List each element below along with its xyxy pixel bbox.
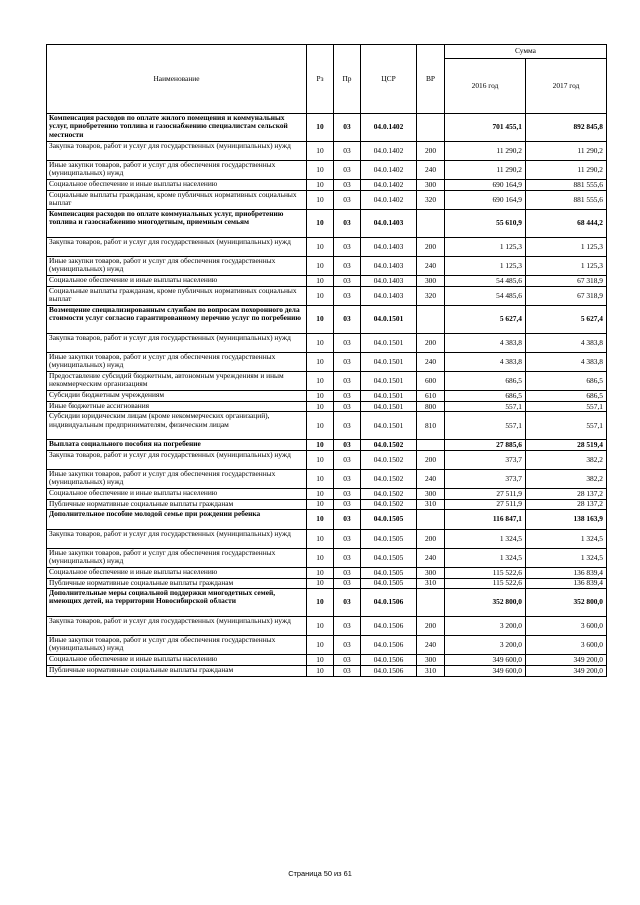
cell-pr: 03 [334,237,361,256]
cell-name: Компенсация расходов по оплате коммунальных услуг, приобретению топлива и газоснабжению многодетным, приемным семьям [47,209,307,237]
cell-2017: 382,2 [526,450,607,469]
cell-2016: 4 383,8 [445,352,526,371]
cell-pr: 03 [334,412,361,440]
table-row [47,237,607,256]
cell-2017: 352 800,0 [526,589,607,617]
table-row [47,276,607,287]
cell-vr: 300 [417,180,445,191]
cell-vr: 200 [417,237,445,256]
cell-2016: 373,7 [445,470,526,489]
cell-vr: 240 [417,548,445,567]
cell-2017: 881 555,6 [526,190,607,209]
cell-name: Социальное обеспечение и иные выплаты населению [47,655,307,666]
cell-name: Публичные нормативные социальные выплаты гражданам [47,578,307,589]
cell-pr: 03 [334,440,361,451]
cell-vr [417,209,445,237]
cell-csr: 04.0.1501 [361,401,417,412]
cell-pr: 03 [334,276,361,287]
cell-rz: 10 [307,333,334,352]
cell-csr: 04.0.1502 [361,450,417,469]
cell-csr: 04.0.1506 [361,665,417,676]
table-row [47,209,607,237]
cell-name: Иные закупки товаров, работ и услуг для обеспечения государственных (муниципальных) нужд [47,470,307,489]
cell-name: Предоставление субсидий бюджетным, автономным учреждениям и иным некоммерческим организациям [47,372,307,391]
cell-csr: 04.0.1501 [361,333,417,352]
table-row [47,391,607,402]
cell-pr: 03 [334,190,361,209]
table-row [47,499,607,510]
cell-rz: 10 [307,286,334,305]
table-row [47,440,607,451]
table-row [47,160,607,179]
cell-pr: 03 [334,529,361,548]
cell-vr: 200 [417,333,445,352]
cell-2017: 28 137,2 [526,499,607,510]
cell-csr: 04.0.1403 [361,286,417,305]
cell-name: Иные закупки товаров, работ и услуг для обеспечения государственных (муниципальных) нужд [47,256,307,275]
cell-2017: 557,1 [526,412,607,440]
cell-2016: 54 485,6 [445,286,526,305]
cell-pr: 03 [334,636,361,655]
cell-rz: 10 [307,636,334,655]
cell-csr: 04.0.1505 [361,529,417,548]
cell-2017: 67 318,9 [526,276,607,287]
header-vr: ВР [417,45,445,114]
cell-rz: 10 [307,412,334,440]
cell-csr: 04.0.1402 [361,180,417,191]
cell-vr [417,114,445,142]
cell-vr: 300 [417,489,445,500]
cell-2017: 349 200,0 [526,655,607,666]
cell-csr: 04.0.1501 [361,372,417,391]
cell-vr: 200 [417,141,445,160]
cell-2017: 5 627,4 [526,305,607,333]
cell-pr: 03 [334,180,361,191]
cell-2017: 67 318,9 [526,286,607,305]
cell-pr: 03 [334,160,361,179]
cell-vr: 240 [417,470,445,489]
cell-name: Дополнительное пособие молодой семье при рождении ребенка [47,510,307,529]
cell-2017: 11 290,2 [526,160,607,179]
cell-rz: 10 [307,160,334,179]
cell-name: Иные закупки товаров, работ и услуг для обеспечения государственных (муниципальных) нужд [47,352,307,371]
cell-rz: 10 [307,276,334,287]
table-row [47,548,607,567]
table-row [47,372,607,391]
cell-2016: 349 600,0 [445,665,526,676]
cell-rz: 10 [307,548,334,567]
cell-vr: 300 [417,655,445,666]
cell-rz: 10 [307,510,334,529]
cell-pr: 03 [334,578,361,589]
table-row [47,141,607,160]
cell-2016: 3 200,0 [445,636,526,655]
cell-2016: 115 522,6 [445,578,526,589]
cell-vr: 320 [417,190,445,209]
cell-2016: 701 455,1 [445,114,526,142]
table-row [47,510,607,529]
table-row [47,655,607,666]
cell-2017: 11 290,2 [526,141,607,160]
cell-vr: 240 [417,636,445,655]
cell-vr: 610 [417,391,445,402]
cell-vr [417,510,445,529]
table-row [47,665,607,676]
cell-2017: 4 383,8 [526,333,607,352]
cell-name: Закупка товаров, работ и услуг для государственных (муниципальных) нужд [47,141,307,160]
cell-vr: 240 [417,160,445,179]
table-row [47,114,607,142]
header-2016: 2016 год [445,59,526,114]
cell-name: Субсидии бюджетным учреждениям [47,391,307,402]
cell-name: Социальное обеспечение и иные выплаты населению [47,180,307,191]
cell-csr: 04.0.1403 [361,237,417,256]
cell-name: Социальное обеспечение и иные выплаты населению [47,567,307,578]
cell-name: Иные закупки товаров, работ и услуг для обеспечения государственных (муниципальных) нужд [47,636,307,655]
cell-2017: 1 125,3 [526,237,607,256]
cell-vr: 200 [417,450,445,469]
cell-rz: 10 [307,567,334,578]
cell-name: Публичные нормативные социальные выплаты гражданам [47,665,307,676]
cell-2016: 686,5 [445,391,526,402]
cell-csr: 04.0.1506 [361,636,417,655]
table-row [47,352,607,371]
cell-name: Выплата социального пособия на погребение [47,440,307,451]
cell-2016: 1 324,5 [445,529,526,548]
cell-rz: 10 [307,450,334,469]
table-row [47,567,607,578]
cell-vr [417,589,445,617]
cell-2017: 136 839,4 [526,567,607,578]
cell-pr: 03 [334,616,361,635]
table-row [47,450,607,469]
cell-csr: 04.0.1505 [361,567,417,578]
cell-2016: 557,1 [445,401,526,412]
cell-2017: 881 555,6 [526,180,607,191]
cell-rz: 10 [307,352,334,371]
cell-rz: 10 [307,578,334,589]
cell-2016: 1 324,5 [445,548,526,567]
header-csr: ЦСР [361,45,417,114]
table-row [47,190,607,209]
cell-pr: 03 [334,655,361,666]
cell-pr: 03 [334,114,361,142]
header-rz: Рз [307,45,334,114]
header-name: Наименование [47,45,307,114]
table-row [47,616,607,635]
cell-2016: 11 290,2 [445,141,526,160]
cell-2016: 690 164,9 [445,180,526,191]
table-row [47,256,607,275]
cell-rz: 10 [307,589,334,617]
cell-name: Субсидии юридическим лицам (кроме некоммерческих организаций), индивидуальным предпринимателям, физическим лицам [47,412,307,440]
cell-vr: 810 [417,412,445,440]
cell-2016: 116 847,1 [445,510,526,529]
cell-rz: 10 [307,190,334,209]
cell-vr: 600 [417,372,445,391]
cell-2016: 1 125,3 [445,256,526,275]
cell-vr: 240 [417,352,445,371]
cell-pr: 03 [334,567,361,578]
cell-name: Закупка товаров, работ и услуг для государственных (муниципальных) нужд [47,333,307,352]
table-row [47,470,607,489]
cell-2017: 686,5 [526,372,607,391]
cell-csr: 04.0.1501 [361,412,417,440]
cell-2017: 892 845,8 [526,114,607,142]
cell-rz: 10 [307,489,334,500]
cell-vr [417,440,445,451]
cell-2016: 352 800,0 [445,589,526,617]
cell-csr: 04.0.1505 [361,510,417,529]
cell-name: Закупка товаров, работ и услуг для государственных (муниципальных) нужд [47,450,307,469]
cell-pr: 03 [334,665,361,676]
cell-pr: 03 [334,305,361,333]
cell-csr: 04.0.1502 [361,440,417,451]
cell-vr: 200 [417,616,445,635]
cell-rz: 10 [307,141,334,160]
cell-vr: 300 [417,276,445,287]
cell-rz: 10 [307,529,334,548]
cell-rz: 10 [307,470,334,489]
cell-csr: 04.0.1502 [361,489,417,500]
cell-rz: 10 [307,305,334,333]
cell-vr: 310 [417,578,445,589]
cell-rz: 10 [307,372,334,391]
cell-name: Дополнительные меры социальной поддержки многодетных семей, имеющих детей, на территории Новосибирской области [47,589,307,617]
header-2017: 2017 год [526,59,607,114]
budget-table [46,44,607,677]
table-row [47,578,607,589]
cell-name: Закупка товаров, работ и услуг для государственных (муниципальных) нужд [47,237,307,256]
cell-rz: 10 [307,401,334,412]
cell-name: Социальные выплаты гражданам, кроме публичных нормативных социальных выплат [47,190,307,209]
cell-pr: 03 [334,141,361,160]
cell-csr: 04.0.1501 [361,305,417,333]
cell-2017: 138 163,9 [526,510,607,529]
cell-csr: 04.0.1505 [361,548,417,567]
table-row [47,333,607,352]
cell-name: Иные бюджетные ассигнования [47,401,307,412]
cell-pr: 03 [334,470,361,489]
cell-name: Компенсация расходов по оплате жилого помещения и коммунальных услуг, приобретению топлива и газоснабжению специалистам сельской местности [47,114,307,142]
table-row [47,305,607,333]
cell-csr: 04.0.1502 [361,470,417,489]
header-pr: Пр [334,45,361,114]
cell-name: Иные закупки товаров, работ и услуг для обеспечения государственных (муниципальных) нужд [47,548,307,567]
cell-rz: 10 [307,180,334,191]
cell-csr: 04.0.1501 [361,352,417,371]
cell-2017: 557,1 [526,401,607,412]
cell-2016: 690 164,9 [445,190,526,209]
cell-vr: 310 [417,499,445,510]
cell-rz: 10 [307,440,334,451]
cell-csr: 04.0.1502 [361,499,417,510]
cell-2017: 3 600,0 [526,616,607,635]
cell-2016: 349 600,0 [445,655,526,666]
cell-pr: 03 [334,499,361,510]
cell-pr: 03 [334,489,361,500]
cell-2017: 4 383,8 [526,352,607,371]
cell-csr: 04.0.1506 [361,616,417,635]
cell-vr: 240 [417,256,445,275]
cell-name: Социальное обеспечение и иные выплаты населению [47,276,307,287]
cell-pr: 03 [334,286,361,305]
cell-rz: 10 [307,616,334,635]
cell-csr: 04.0.1402 [361,190,417,209]
cell-rz: 10 [307,209,334,237]
cell-pr: 03 [334,256,361,275]
cell-csr: 04.0.1403 [361,256,417,275]
table-row [47,589,607,617]
cell-name: Публичные нормативные социальные выплаты гражданам [47,499,307,510]
cell-pr: 03 [334,333,361,352]
cell-pr: 03 [334,589,361,617]
cell-pr: 03 [334,510,361,529]
page-number: Страница 50 из 61 [288,869,352,878]
table-row [47,489,607,500]
cell-name: Социальные выплаты гражданам, кроме публичных нормативных социальных выплат [47,286,307,305]
cell-name: Социальное обеспечение и иные выплаты населению [47,489,307,500]
cell-2016: 5 627,4 [445,305,526,333]
cell-vr: 200 [417,529,445,548]
cell-name: Возмещение специализированным службам по вопросам похоронного дела стоимости услуг согласно гарантированному перечню услуг по погребению [47,305,307,333]
cell-csr: 04.0.1501 [361,391,417,402]
cell-rz: 10 [307,256,334,275]
table-row [47,529,607,548]
cell-2017: 1 324,5 [526,529,607,548]
cell-2016: 27 511,9 [445,499,526,510]
cell-2016: 557,1 [445,412,526,440]
cell-rz: 10 [307,237,334,256]
cell-csr: 04.0.1403 [361,276,417,287]
cell-2017: 28 137,2 [526,489,607,500]
cell-pr: 03 [334,401,361,412]
cell-name: Закупка товаров, работ и услуг для государственных (муниципальных) нужд [47,616,307,635]
cell-2017: 28 519,4 [526,440,607,451]
table-row [47,180,607,191]
cell-name: Закупка товаров, работ и услуг для государственных (муниципальных) нужд [47,529,307,548]
cell-vr: 800 [417,401,445,412]
cell-rz: 10 [307,499,334,510]
table-row [47,286,607,305]
cell-pr: 03 [334,372,361,391]
cell-csr: 04.0.1403 [361,209,417,237]
cell-2016: 11 290,2 [445,160,526,179]
cell-csr: 04.0.1506 [361,589,417,617]
cell-2016: 686,5 [445,372,526,391]
cell-pr: 03 [334,450,361,469]
cell-rz: 10 [307,655,334,666]
table-row [47,412,607,440]
cell-2017: 382,2 [526,470,607,489]
cell-name: Иные закупки товаров, работ и услуг для обеспечения государственных (муниципальных) нужд [47,160,307,179]
cell-2016: 4 383,8 [445,333,526,352]
cell-pr: 03 [334,209,361,237]
cell-2016: 54 485,6 [445,276,526,287]
cell-rz: 10 [307,391,334,402]
cell-pr: 03 [334,391,361,402]
cell-2016: 373,7 [445,450,526,469]
cell-2017: 136 839,4 [526,578,607,589]
cell-rz: 10 [307,114,334,142]
cell-csr: 04.0.1505 [361,578,417,589]
table-body [47,114,607,677]
cell-2017: 1 324,5 [526,548,607,567]
cell-rz: 10 [307,665,334,676]
table-row [47,636,607,655]
cell-2016: 3 200,0 [445,616,526,635]
header-sum: Сумма [445,45,607,59]
cell-2017: 68 444,2 [526,209,607,237]
cell-csr: 04.0.1402 [361,141,417,160]
cell-pr: 03 [334,352,361,371]
cell-2016: 55 610,9 [445,209,526,237]
cell-2017: 686,5 [526,391,607,402]
cell-csr: 04.0.1506 [361,655,417,666]
cell-2016: 1 125,3 [445,237,526,256]
cell-csr: 04.0.1402 [361,160,417,179]
cell-2017: 1 125,3 [526,256,607,275]
cell-2017: 3 600,0 [526,636,607,655]
cell-vr: 310 [417,665,445,676]
cell-2016: 115 522,6 [445,567,526,578]
cell-2016: 27 511,9 [445,489,526,500]
cell-vr [417,305,445,333]
cell-vr: 320 [417,286,445,305]
cell-pr: 03 [334,548,361,567]
cell-2016: 27 885,6 [445,440,526,451]
cell-vr: 300 [417,567,445,578]
cell-2017: 349 200,0 [526,665,607,676]
cell-csr: 04.0.1402 [361,114,417,142]
table-row [47,401,607,412]
